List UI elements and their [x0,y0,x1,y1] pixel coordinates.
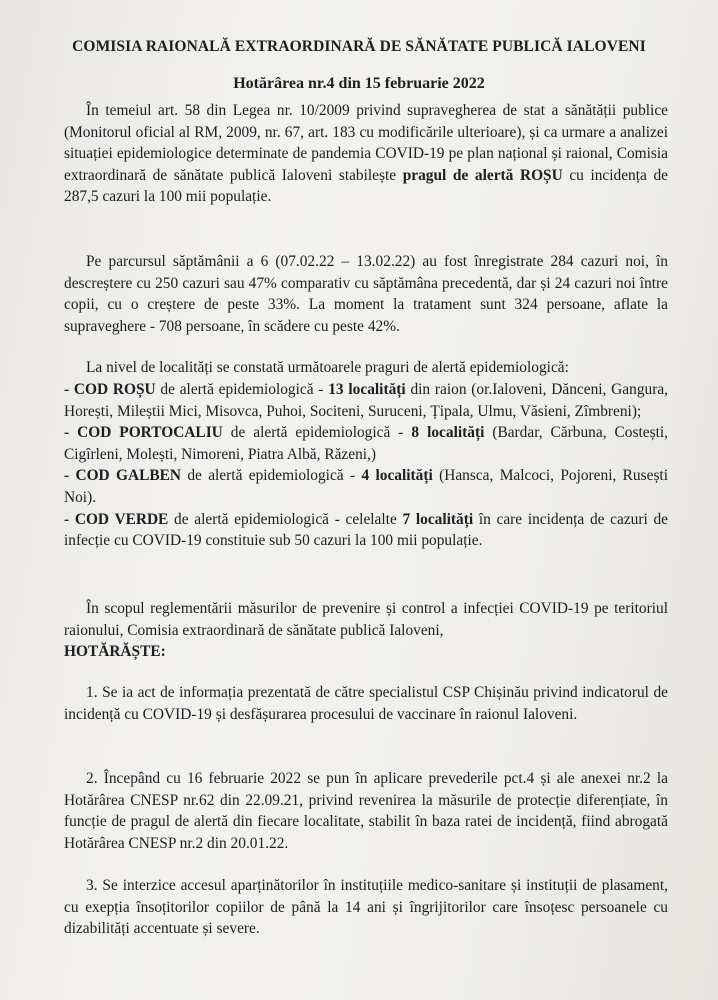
code-orange-dash: - [64,424,78,442]
code-yellow-count: 4 localități [361,467,433,485]
paragraph-weekly-stats: Pe parcursul săptămânii a 6 (07.02.22 – 13.02.22) au fost înregistrate 284 cazuri noi, în descreștere cu 250 cazuri sau 47% comparativ cu săptămâna precedentă, dar și 24 cazuri noi între copii, cu o creștere de peste 33%. La moment la tratament sunt 324 persoane, aflate la supraveghere - 708 persoane, în scădere cu peste 42%. [64,253,668,335]
document-title: COMISIA RAIONALĂ EXTRAORDINARĂ DE SĂNĂTATE PUBLICĂ IALOVENI [72,38,646,55]
code-orange-count: 8 localități [411,424,485,442]
code-orange-mid: de alertă epidemiologică - [222,424,412,442]
decision-intro-text: În scopul reglementării măsurilor de prevenire și control a infecției COVID-19 pe teritoriul raionului, Comisia extraordinară de sănătate publică Ialoveni, [64,600,668,639]
code-red-mid: de alertă epidemiologică - [155,381,329,398]
decision-item-1: 1. Se ia act de informația prezentată de către specialistul CSP Chișinău privind indicatorul de incidență cu COVID-19 și desfășurarea procesului de vaccinare în raionul Ialoveni. [64,684,668,723]
code-green-label: COD VERDE [74,510,169,528]
code-red-dash: - [64,381,74,398]
paragraph-legal-basis-end: cu incidența de 287,5 cazuri la 100 mii populație. [64,166,668,206]
paragraph-legal-basis-text: În temeiul art. 58 din Legea nr. 10/2009 privind supravegherea de stat a sănătății publice (Monitorul oficial al RM, 2009, nr. 67, art. 183 cu modificările ulterioare), și ca urmare a analizei situației epidemiologice determinate de pandemia COVID-19 pe plan național și raional, Comisia extraordinară de sănătate publică Ialoveni stabilește [64,102,668,184]
code-yellow-item [64,465,668,508]
code-yellow-label: COD GALBEN [75,467,182,485]
paragraph-localities-intro: La nivel de localități se constată următoarele praguri de alertă epidemiologică: [86,359,569,376]
code-red-label: COD ROȘU [73,381,156,398]
code-orange-localities: (Bardar, Cărbuna, Costești, Cigîrleni, Molești, Nimoreni, Piatra Albă, Răzeni,) [64,424,668,463]
decision-item-2: 2. Începând cu 16 februarie 2022 se pun în aplicare prevederile pct.4 și ale anexei nr.2 la Hotărârea CNESP nr.62 din 22.09.21, privind revenirea la măsurile de protecție diferențiate, în funcție de pragul de alertă din fiecare localitate, stabilit în baza ratei de incidență, fiind abrogată Hotărârea CNESP nr.2 din 20.01.22. [64,770,668,852]
code-orange-item [64,422,668,465]
code-red-localities: din raion (or.Ialoveni, Dănceni, Gangura, Horești, Mileștii Mici, Misovca, Puhoi, Sociteni, Suruceni, Țipala, Ulmu, Văsieni, Zîmbreni); [64,381,669,420]
code-green-mid: de alertă epidemiologică - celelalte [168,510,403,528]
code-yellow-dash: - [64,467,76,485]
code-red-count: 13 localități [328,381,406,398]
paragraph-legal-basis [64,100,668,208]
code-green-localities: în care incidența de cazuri de infecție cu COVID-19 constituie sub 50 cazuri la 100 mii populație. [64,510,668,550]
code-green-dash: - [64,510,75,528]
code-green-count: 7 localități [402,510,474,528]
alert-codes-list [64,379,668,552]
alert-threshold-red: pragul de alertă ROȘU [402,166,563,184]
code-yellow-localities: (Hansca, Malcoci, Pojoreni, Rusești Noi). [64,467,668,506]
code-orange-label: COD PORTOCALIU [77,424,223,442]
paragraph-decision-intro [64,598,668,663]
code-yellow-mid: de alertă epidemiologică - [181,467,362,485]
decision-item-3: 3. Se interzice accesul aparținătorilor în instituțiile medico-sanitare și instituții de plasament, cu exepția însoțitorilor copiilor de până la 14 ani și îngrijitorilor care însoțesc persoanele cu dizabilități accentuate și severe. [64,877,668,938]
code-red-item [64,379,668,422]
code-green-item [64,509,668,552]
decision-verb: HOTĂRĂȘTE: [64,643,166,661]
decision-number: Hotărârea nr.4 din 15 februarie 2022 [233,75,485,92]
